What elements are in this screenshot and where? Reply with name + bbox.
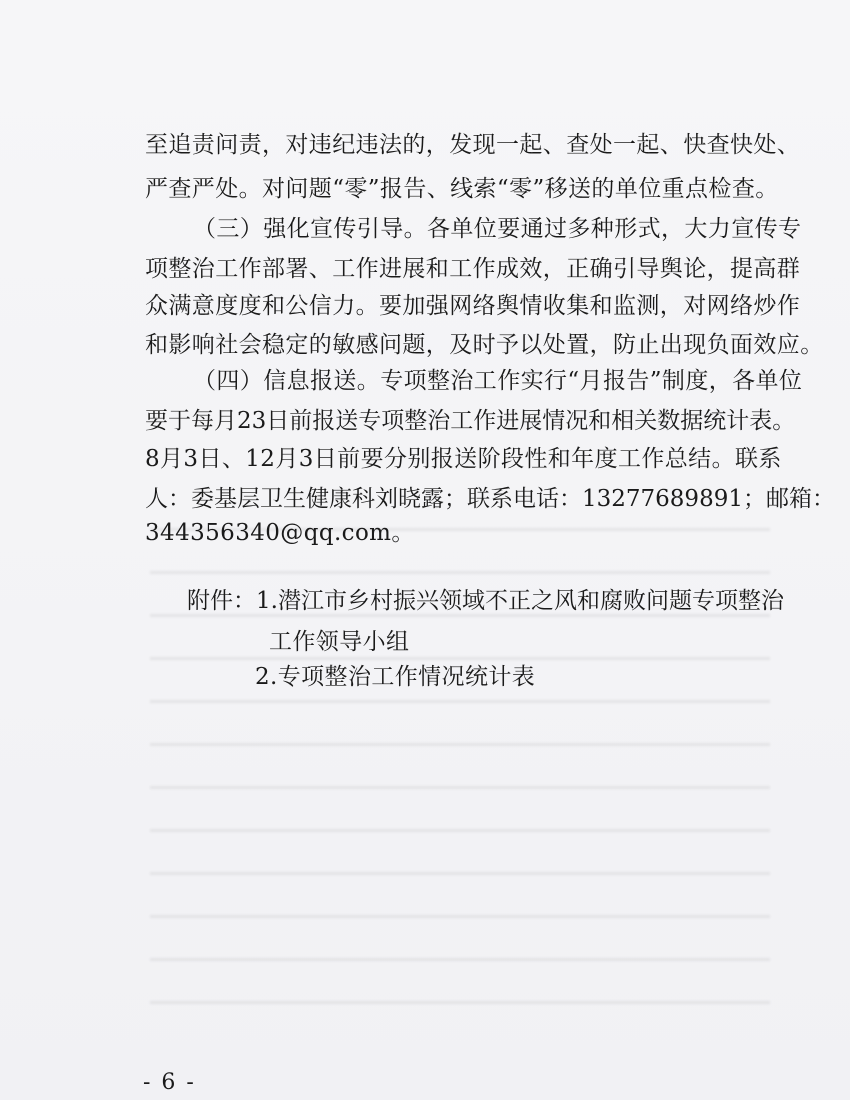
body-line: 至追责问责，对违纪违法的，发现一起、查处一起、快查快处、 <box>145 132 801 158</box>
body-line: 人：委基层卫生健康科刘晓露；联系电话：13277689891；邮箱： <box>145 486 835 512</box>
attachment-line-1: 附件：1.潜江市乡村振兴领域不正之风和腐败问题专项整治 <box>187 588 784 614</box>
body-line: 要于每月23日前报送专项整治工作进展情况和相关数据统计表。 <box>145 408 796 434</box>
page-number: - 6 - <box>143 1070 196 1095</box>
body-line: 8月3日、12月3日前要分别报送阶段性和年度工作总结。联系 <box>145 446 782 472</box>
attachment-line-2: 工作领导小组 <box>269 629 410 655</box>
body-line: 众满意度度和公信力。要加强网络舆情收集和监测，对网络炒作 <box>145 293 801 319</box>
body-line: 和影响社会稳定的敏感问题，及时予以处置，防止出现负面效应。 <box>145 332 824 358</box>
bleed-through-text <box>150 500 770 1040</box>
body-line: 严查严处。对问题“零”报告、线索“零”移送的单位重点检查。 <box>145 176 779 202</box>
body-line: 344356340@qq.com。 <box>145 520 415 546</box>
body-line: （四）信息报送。专项整治工作实行“月报告”制度，各单位 <box>193 368 803 394</box>
attachment-line-3: 2.专项整治工作情况统计表 <box>255 664 536 690</box>
body-line: （三）强化宣传引导。各单位要通过多种形式，大力宣传专 <box>193 216 802 242</box>
body-line: 项整治工作部署、工作进展和工作成效，正确引导舆论，提高群 <box>145 256 801 282</box>
